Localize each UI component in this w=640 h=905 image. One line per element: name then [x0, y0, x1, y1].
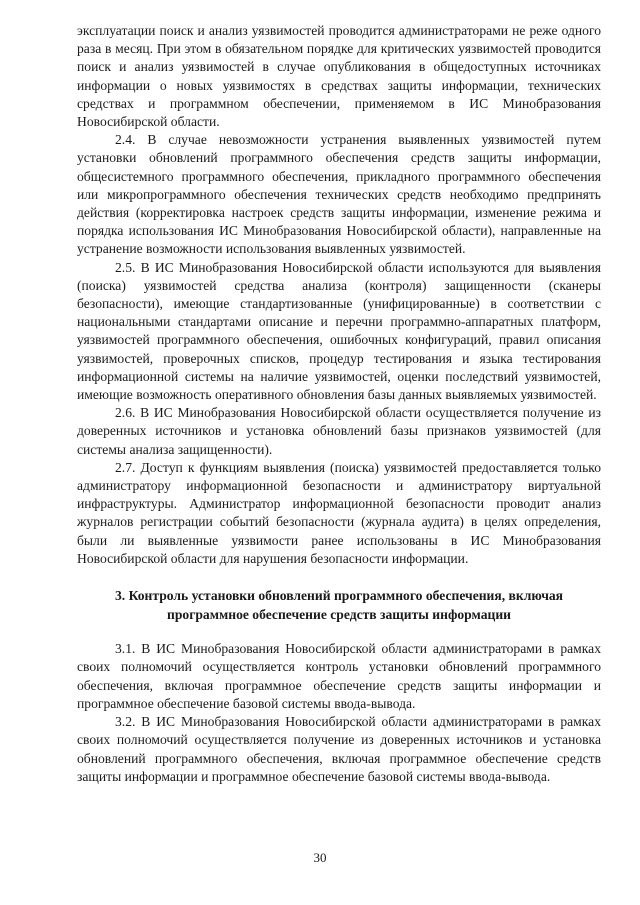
- paragraph-3-2: 3.2. В ИС Минобразования Новосибирской области администраторами в рамках своих полномочий осуществляется получение из доверенных источников и установка обновлений программного обеспечения, включая программное обеспечение средств защиты информации и программное обеспечение базовой системы ввода-вывода.: [77, 714, 601, 784]
- paragraph-2-6: 2.6. В ИС Минобразования Новосибирской области осуществляется получение из доверенных источников и установка обновлений базы признаков уязвимостей (для системы анализа защищенности).: [77, 405, 601, 457]
- paragraph-3-1: 3.1. В ИС Минобразования Новосибирской области администраторами в рамках своих полномочий осуществляется контроль установки обновлений программного обеспечения, включая программное обеспечение средств защиты информации и программное обеспечение базовой системы ввода-вывода.: [77, 641, 601, 711]
- paragraph-2-4: 2.4. В случае невозможности устранения выявленных уязвимостей путем установки обновлений программного обеспечения средств защиты информации, общесистемного программного обеспечения, прикладного программного обеспечения или микропрограммного обеспечения технических средств необходимо предпринять действия (корректировка настроек средств защиты информации, изменение режима и порядка использования ИС Минобразования Новосибирской области), направленные на устранение возможности использования выявленных уязвимостей.: [77, 132, 601, 257]
- paragraph-2-5: 2.5. В ИС Минобразования Новосибирской области используются для выявления (поиска) уязвимостей средства анализа (контроля) защищенности (сканеры безопасности), имеющие стандартизованные (унифицированные) в соответствии с национальными стандартами описание и перечни программно-аппаратных платформ, уязвимостей программного обеспечения, ошибочных конфигураций, правил описания уязвимостей, проверочных списков, процедур тестирования и языка тестирования информационной системы на наличие уязвимостей, оценки последствий уязвимостей, имеющие возможность оперативного обновления базы данных выявляемых уязвимостей.: [77, 259, 601, 403]
- paragraph-2-7: 2.7. Доступ к функциям выявления (поиска) уязвимостей предоставляется только администратору информационной безопасности и администратору виртуальной инфраструктуры. Администратор информационной безопасности проводит анализ журналов регистрации событий безопасности (журнала аудита) в целях определения, были ли выявленные уязвимости ранее использованы в ИС Минобразования Новосибирской области для нарушения безопасности информации.: [77, 459, 601, 566]
- page-number: 30: [313, 850, 327, 865]
- section-3-heading: 3. Контроль установки обновлений программного обеспечения, включая программное обеспечение средств защиты информации: [114, 588, 564, 622]
- paragraph-continuation: эксплуатации поиск и анализ уязвимостей проводится администраторами не реже одного раза в месяц. При этом в обязательном порядке для критических уязвимостей проводится поиск и анализ уязвимостей в случае опубликования в общедоступных источниках информации о новых уязвимостях в средствах защиты информации, технических средствах и программном обеспечении, применяемом в ИС Минобразования Новосибирской области.: [77, 23, 601, 130]
- document-page: [77, 22, 601, 786]
